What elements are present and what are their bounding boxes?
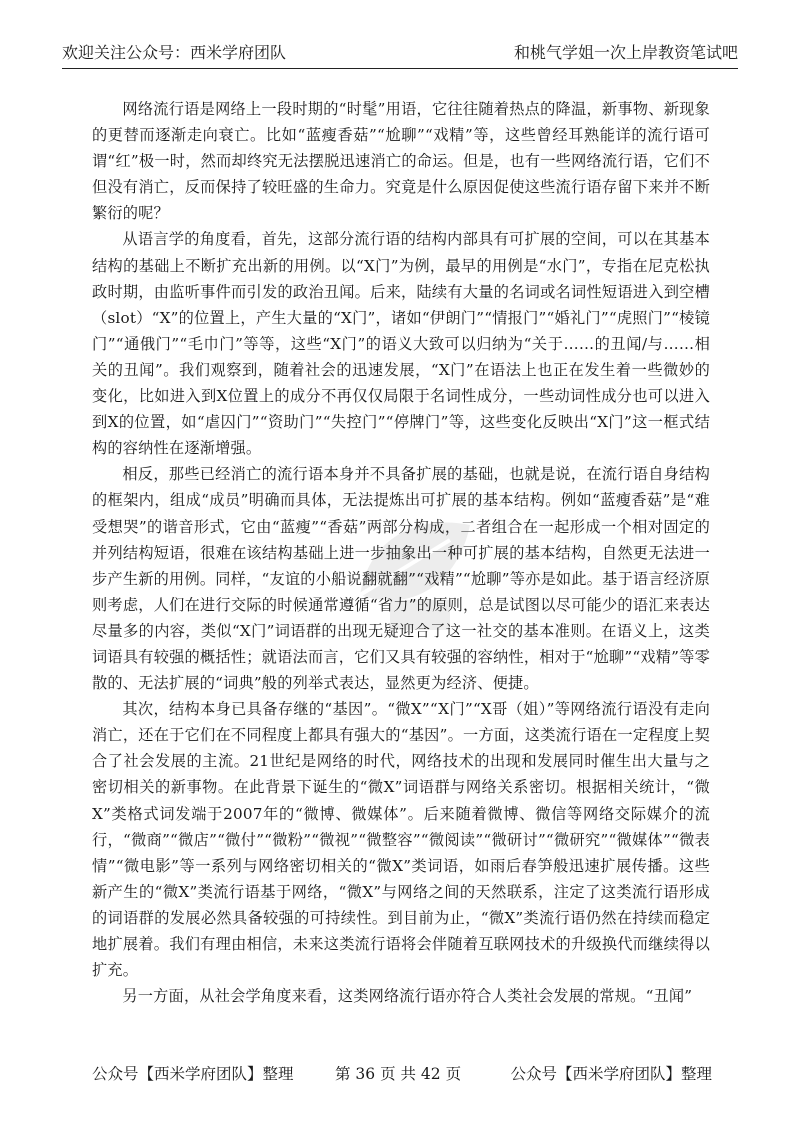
article-body [92, 96, 710, 1009]
paragraph: 网络流行语是网络上一段时期的“时髦”用语，它往往随着热点的降温，新事物、新现象的更替而逐渐走向衰亡。比如“蓝瘦香菇”“尬聊”“戏精”等，这些曾经耳熟能详的流行语可谓“红”极一时，然而却终究无法摆脱迅速消亡的命运。但是，也有一些网络流行语，它们不但没有消亡，反而保持了较旺盛的生命力。究竟是什么原因促使这些流行语存留下来并不断繁衍的呢？ [92, 100, 710, 223]
page-footer [92, 1062, 712, 1086]
page-header [62, 38, 738, 69]
header-left-text: 欢迎关注公众号：西米学府团队 [62, 43, 287, 62]
paragraph: 其次，结构本身已具备存继的“基因”。“微X”“X门”“X哥（姐）”等网络流行语没有走向消亡，还在于它们在不同程度上都具有强大的“基因”。一方面，这类流行语在一定程度上契合了社会发展的主流。21世纪是网络的时代，网络技术的出现和发展同时催生出大量与之密切相关的新事物。在此背景下诞生的“微X”词语群与网络关系密切。根据相关统计，“微X”类格式词发端于2007年的“微博、微媒体”。后来随着微博、微信等网络交际媒介的流行，“微商”“微店”“微付”“微粉”“微视”“微整容”“微阅读”“微研讨”“微研究”“微媒体”“微表情”“微电影”等一系列与网络密切相关的“微X”类词语，如雨后春笋般迅速扩展传播。这些新产生的“微X”类流行语基于网络，“微X”与网络之间的天然联系，注定了这类流行语形成的词语群的发展必然具备较强的可持续性。到目前为止，“微X”类流行语仍然在持续而稳定地扩展着。我们有理由相信，未来这类流行语将会伴随着互联网技术的升级换代而继续得以扩充。 [92, 700, 710, 980]
paragraph: 另一方面，从社会学角度来看，这类网络流行语亦符合人类社会发展的常规。“丑闻” [122, 987, 693, 1006]
header-right-text: 和桃气学姐一次上岸教资笔试吧 [513, 43, 738, 62]
footer-left-text: 公众号【西米学府团队】整理 [92, 1065, 294, 1083]
paragraph: 从语言学的角度看，首先，这部分流行语的结构内部具有可扩展的空间，可以在其基本结构的基础上不断扩充出新的用例。以“X门”为例，最早的用例是“水门”，专指在尼克松执政时期，由监听事件而引发的政治丑闻。后来，陆续有大量的名词或名词性短语进入到空槽（slot）“X”的位置上，产生大量的“X门”，诸如“伊朗门”“情报门”“婚礼门”“虎照门”“棱镜门”“通俄门”“毛巾门”等等，这些“X门”的语义大致可以归纳为“关于……的丑闻/与……相关的丑闻”。我们观察到，随着社会的迅速发展，“X门”在语法上也正在发生着一些微妙的变化，比如进入到X位置上的成分不再仅仅局限于名词性成分，一些动词性成分也可以进入到X的位置，如“虐囚门”“资助门”“失控门”“停牌门”等，这些变化反映出“X门”这一框式结构的容纳性在逐渐增强。 [92, 230, 710, 458]
page-number: 第 36 页 共 42 页 [335, 1065, 462, 1083]
paragraph: 相反，那些已经消亡的流行语本身并不具备扩展的基础，也就是说，在流行语自身结构的框架内，组成“成员”明确而具体，无法提炼出可扩展的基本结构。例如“蓝瘦香菇”是“难受想哭”的谐音形式，它由“蓝瘦”“香菇”两部分构成，二者组合在一起形成一个相对固定的并列结构短语，很难在该结构基础上进一步抽象出一种可扩展的基本结构，自然更无法进一步产生新的用例。同样，“友谊的小船说翻就翻”“戏精”“尬聊”等亦是如此。基于语言经济原则考虑，人们在进行交际的时候通常遵循“省力”的原则，总是试图以尽可能少的语汇来表达尽量多的内容，类似“X门”词语群的出现无疑迎合了这一社交的基本准则。在语义上，这类词语具有较强的概括性；就语法而言，它们又具有较强的容纳性，相对于“尬聊”“戏精”等零散的、无法扩展的“词典”般的列举式表达，显然更为经济、便捷。 [92, 465, 710, 693]
footer-right-text: 公众号【西米学府团队】整理 [510, 1065, 712, 1083]
